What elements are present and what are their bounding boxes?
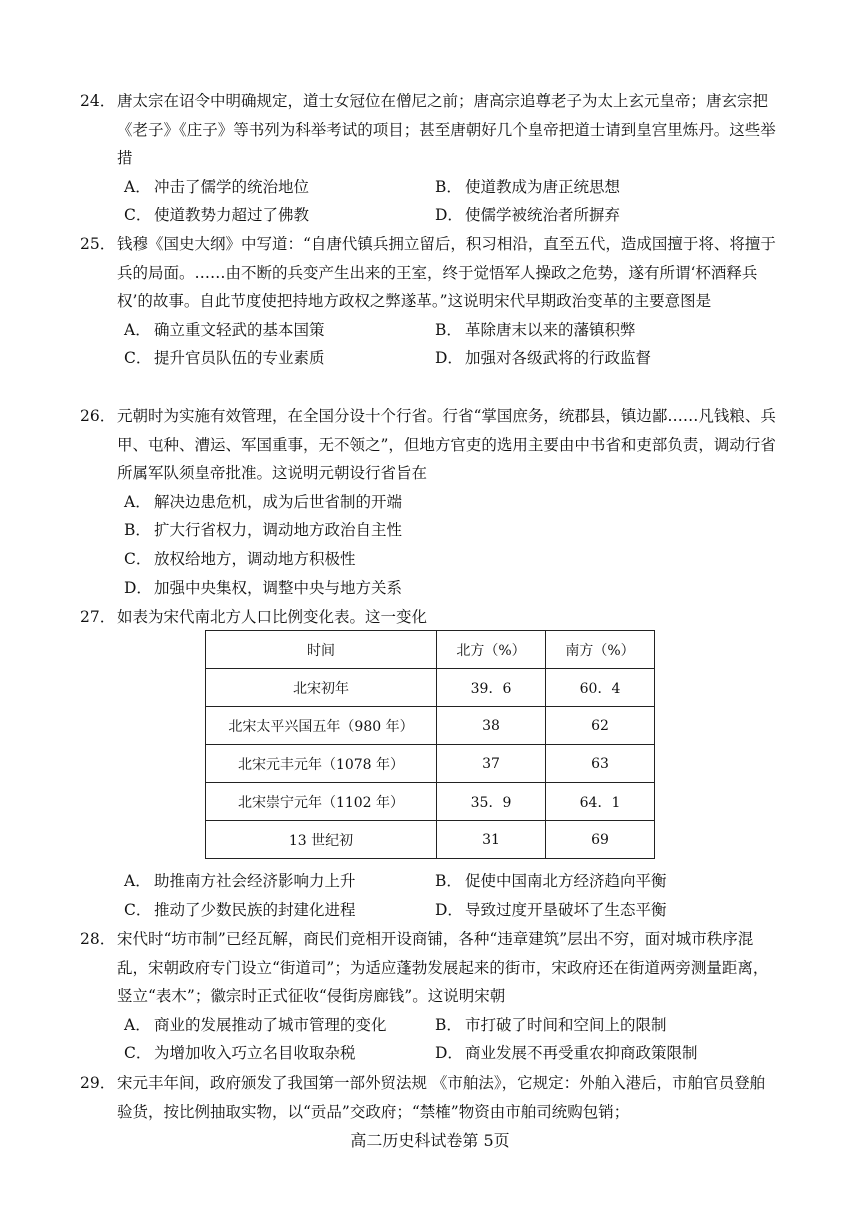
question-number: 27． xyxy=(80,608,116,626)
table-header: 北方（%） xyxy=(437,631,546,669)
options xyxy=(117,867,780,924)
table-cell: 64．1 xyxy=(546,783,655,821)
option-b[interactable]: B． 促使中国南北方经济趋向平衡 xyxy=(435,872,667,890)
option-d[interactable]: D． 导致过度开垦破坏了生态平衡 xyxy=(435,900,667,919)
question-26 xyxy=(80,402,780,602)
question-28 xyxy=(80,925,780,1068)
option-b[interactable]: B． 使道教成为唐正统思想 xyxy=(435,177,621,196)
option-a[interactable]: A． 商业的发展推动了城市管理的变化 xyxy=(124,1015,387,1034)
question-24 xyxy=(80,87,780,230)
options xyxy=(117,316,780,373)
option-a[interactable]: A． 解决边患危机，成为后世省制的开端 xyxy=(124,492,403,511)
table-cell: 31 xyxy=(437,821,546,859)
table-cell: 38 xyxy=(437,707,546,745)
question-27-options xyxy=(80,867,780,924)
question-stem: 元朝时为实施有效管理，在全国分设十个行省。行省“掌国庶务，统郡县，镇边鄙……凡钱粮、兵甲、屯种、漕运、军国重事，无不领之”，但地方官吏的选用主要由中书省和吏部负责，调动行省所属军队须皇帝批准。这说明元朝设行省旨在 xyxy=(117,407,776,483)
option-c[interactable]: C． 放权给地方，调动地方积极性 xyxy=(124,549,356,568)
options xyxy=(117,488,780,602)
options xyxy=(117,173,780,230)
table-cell: 63 xyxy=(546,745,655,783)
option-c[interactable]: C． 使道教势力超过了佛教 xyxy=(124,206,310,225)
option-c[interactable]: C． 推动了少数民族的封建化进程 xyxy=(124,900,356,919)
option-b[interactable]: B． 扩大行省权力，调动地方政治自主性 xyxy=(124,521,403,540)
question-number: 29． xyxy=(80,1074,116,1092)
question-25 xyxy=(80,230,780,373)
option-c[interactable]: C． 为增加收入巧立名目收取杂税 xyxy=(124,1044,356,1063)
option-a[interactable]: A． 冲击了儒学的统治地位 xyxy=(124,177,310,196)
table-cell: 北宋太平兴国五年（980 年） xyxy=(206,707,437,745)
table-row xyxy=(206,821,655,859)
option-c[interactable]: C． 提升官员队伍的专业素质 xyxy=(124,349,325,368)
table-cell: 35．9 xyxy=(437,783,546,821)
table-header: 时间 xyxy=(206,631,437,669)
table-header: 南方（%） xyxy=(546,631,655,669)
population-table xyxy=(205,630,655,859)
option-b[interactable]: B． 革除唐末以来的藩镇积弊 xyxy=(435,320,636,339)
question-stem: 如表为宋代南北方人口比例变化表。这一变化 xyxy=(117,608,428,626)
question-number: 24． xyxy=(80,92,116,110)
table-cell: 北宋初年 xyxy=(206,669,437,707)
table-cell: 13 世纪初 xyxy=(206,821,437,859)
table-row xyxy=(206,669,655,707)
question-number: 28． xyxy=(80,930,116,948)
table-row xyxy=(206,745,655,783)
option-a[interactable]: A． 助推南方社会经济影响力上升 xyxy=(124,872,356,890)
question-number: 25． xyxy=(80,235,116,253)
option-d[interactable]: D． 使儒学被统治者所摒弃 xyxy=(435,206,621,225)
question-stem: 宋代时“坊市制”已经瓦解，商民们竞相开设商铺，各种“违章建筑”层出不穷，面对城市秩序混乱，宋朝政府专门设立“街道司”；为适应蓬勃发展起来的街市，宋政府还在街道两旁测量距离，竖立“表木”；徽宗时正式征收“侵街房廊钱”。这说明宋朝 xyxy=(117,930,769,1006)
option-d[interactable]: D． 加强中央集权，调整中央与地方关系 xyxy=(124,578,403,597)
question-stem: 宋元丰年间，政府颁发了我国第一部外贸法规 《市舶法》，它规定：外舶入港后，市舶官员登舶验货，按比例抽取实物，以“贡品”交政府；“禁榷”物资由市舶司统购包销； xyxy=(117,1074,766,1121)
page-footer: 高二历史科试卷第 5页 xyxy=(350,1131,510,1150)
question-27 xyxy=(80,603,780,632)
options xyxy=(117,1011,780,1068)
table-cell: 37 xyxy=(437,745,546,783)
question-number: 26． xyxy=(80,407,116,425)
table-cell: 60．4 xyxy=(546,669,655,707)
table-row xyxy=(206,783,655,821)
table-row xyxy=(206,707,655,745)
question-stem: 钱穆《国史大纲》中写道：“自唐代镇兵拥立留后，积习相沿，直至五代，造成国擅于将、将擅于兵的局面。……由不断的兵变产生出来的王室，终于觉悟军人操政之危势，遂有所谓‘杯酒释兵权’的故事。自此节度使把持地方政权之弊遂革。”这说明宋代早期政治变革的主要意图是 xyxy=(117,235,776,311)
table-cell: 北宋崇宁元年（1102 年） xyxy=(206,783,437,821)
table-header-row xyxy=(206,631,655,669)
option-b[interactable]: B． 市打破了时间和空间上的限制 xyxy=(435,1015,667,1034)
question-29 xyxy=(80,1069,780,1126)
option-d[interactable]: D． 加强对各级武将的行政监督 xyxy=(435,349,652,368)
question-stem: 唐太宗在诏令中明确规定，道士女冠位在僧尼之前；唐高宗追尊老子为太上玄元皇帝；唐玄宗把《老子》《庄子》等书列为科举考试的项目；甚至唐朝好几个皇帝把道士请到皇宫里炼丹。这些举措 xyxy=(117,92,776,168)
table-cell: 北宋元丰元年（1078 年） xyxy=(206,745,437,783)
table-cell: 39．6 xyxy=(437,669,546,707)
option-d[interactable]: D． 商业发展不再受重农抑商政策限制 xyxy=(435,1044,698,1063)
table-cell: 69 xyxy=(546,821,655,859)
option-a[interactable]: A． 确立重文轻武的基本国策 xyxy=(124,320,325,339)
table-cell: 62 xyxy=(546,707,655,745)
